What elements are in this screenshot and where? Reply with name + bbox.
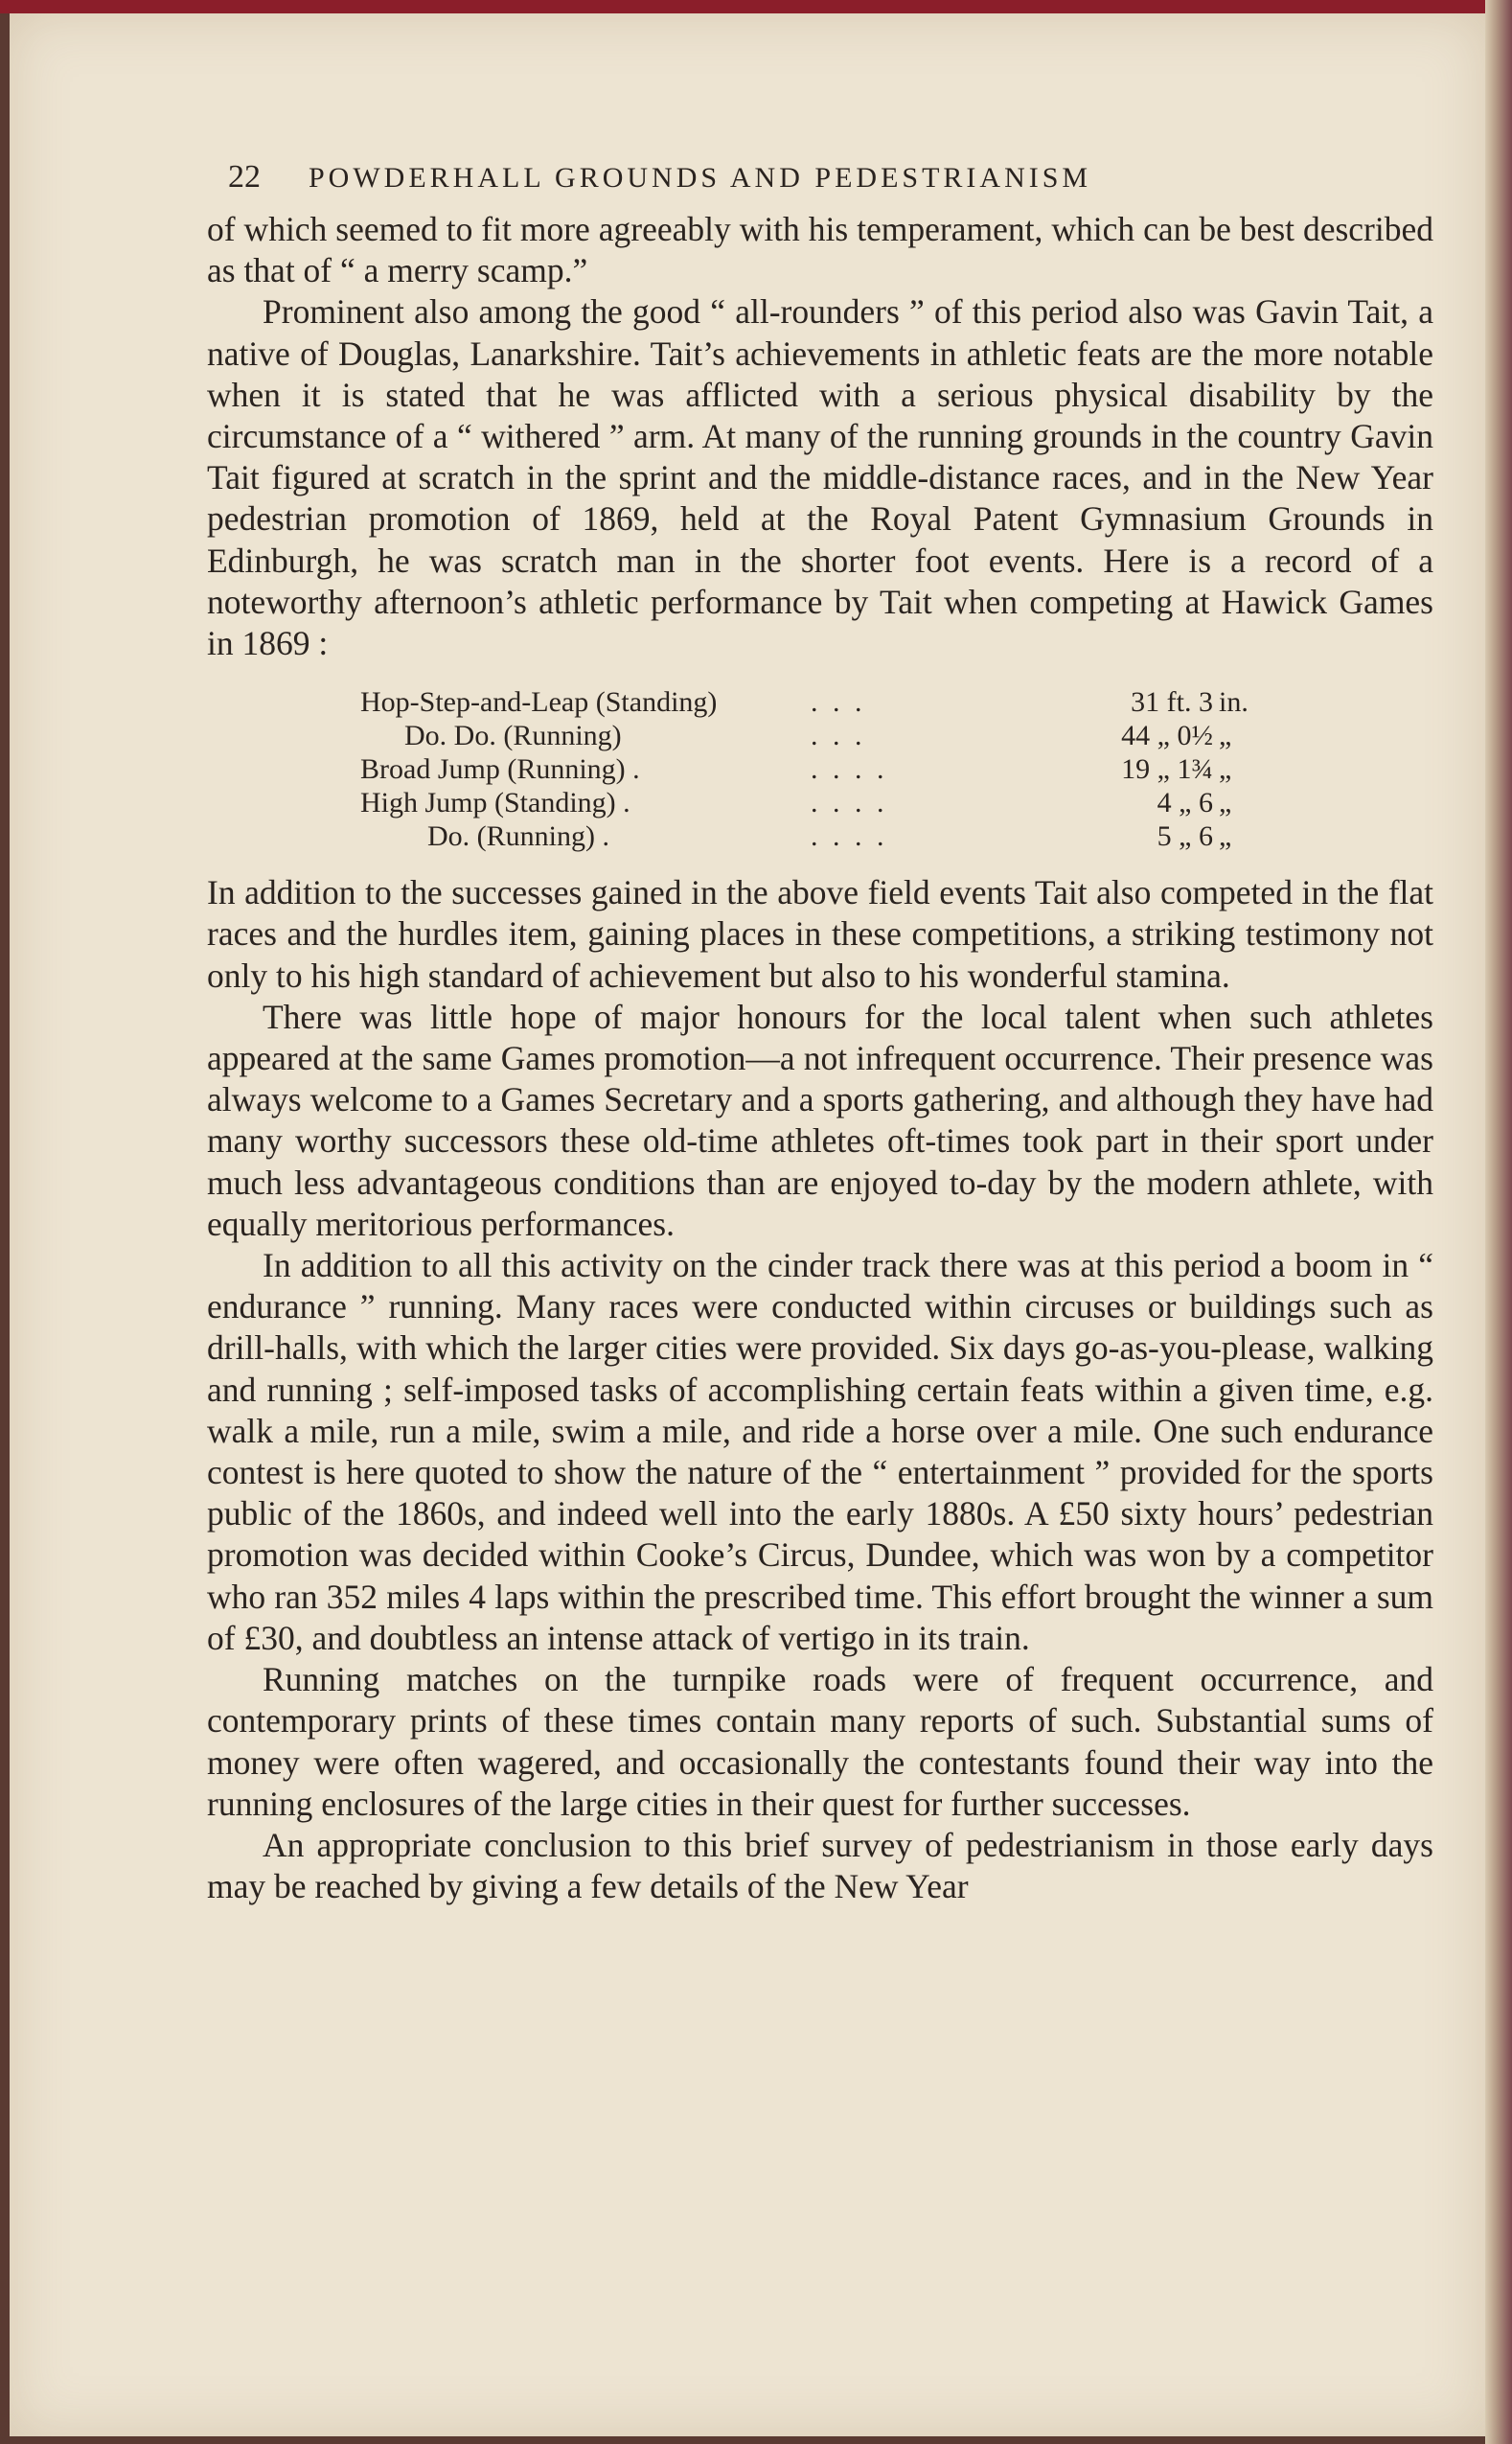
paragraph: There was little hope of major honours for the local talent when such athletes appeared at the same Games promotion—a not infrequent occurrence. Their presence was always welcome to a Games Secretary and a sports gathering, and although they have had many worthy successors these old-time athletes oft-times took part in their sport under much less advantageous conditions than are enjoyed to-day by the modern athlete, with equally meritorious performances. bbox=[207, 997, 1433, 1243]
record-event: Do. (Running) . bbox=[427, 820, 609, 853]
paragraph: Prominent also among the good “ all-rounders ” of this period also was Gavin Tait, a native of Douglas, Lanarkshire. Tait’s achievements in athletic feats are the more notable when it is stated that he was afflicted with a serious physical disability by the circumstance of a “ withered ” arm. At many of the running grounds in the country Gavin Tait figured at scratch in the sprint and the middle-distance races, and in the New Year pedestrian promotion of 1869, held at the Royal Patent Gymnasium Grounds in Edinburgh, he was scratch man in the shorter foot events. Here is a record of a noteworthy afternoon’s athletic performance by Tait when competing at Hawick Games in 1869 : bbox=[207, 292, 1433, 663]
table-row bbox=[360, 752, 1276, 786]
record-value: 31 ft. 3 bbox=[1131, 686, 1213, 719]
record-unit: „ bbox=[1219, 753, 1232, 786]
paragraph: Running matches on the turnpike roads were of frequent occurrence, and contemporary prints of these times contain many reports of such. Substantial sums of money were often wagered, and occasionally the contestants found their way into the running enclosures of the large cities in their quest for further successes. bbox=[207, 1660, 1433, 1823]
record-event: Hop-Step-and-Leap (Standing) bbox=[360, 686, 718, 719]
record-unit: „ bbox=[1219, 787, 1232, 819]
record-unit: „ bbox=[1219, 720, 1232, 752]
record-unit: in. bbox=[1219, 686, 1249, 719]
record-leader-dots: . . . . bbox=[811, 820, 888, 853]
book-cover-right-edge bbox=[1485, 0, 1512, 2444]
record-event: Do. Do. (Running) bbox=[404, 720, 622, 752]
record-event: High Jump (Standing) . bbox=[360, 787, 630, 819]
paragraph: In addition to the successes gained in the above field events Tait also competed in the flat races and the hurdles item, gaining places in these competitions, a striking testimony not only to his high standard of achievement but also to his wonderful stamina. bbox=[207, 873, 1433, 995]
record-value: 5 „ 6 bbox=[1157, 820, 1213, 853]
table-row bbox=[360, 819, 1276, 853]
table-row bbox=[360, 786, 1276, 819]
paragraph: An appropriate conclusion to this brief survey of pedestrianism in those early days may be reached by giving a few details of the New Year bbox=[207, 1825, 1433, 1906]
table-row bbox=[360, 685, 1276, 719]
running-header bbox=[207, 159, 1433, 196]
record-leader-dots: . . . bbox=[811, 720, 866, 752]
paragraph: In addition to all this activity on the cinder track there was at this period a boom in “ endurance ” running. Many races were conducted within circuses or buildings such as drill-halls, with which the larger cities were provided. Six days go-as-you-please, walking and running ; self-imposed tasks of accomplishing certain feats within a given time, e.g. walk a mile, run a mile, swim a mile, and ride a horse over a mile. One such endurance contest is here quoted to show the nature of the “ entertainment ” provided for the sports public of the 1860s, and indeed well into the early 1880s. A £50 sixty hours’ pedestrian promotion was decided within Cooke’s Circus, Dundee, which was won by a competitor who ran 352 miles 4 laps within the prescribed time. This effort brought the winner a sum of £30, and doubtless an intense attack of vertigo in its train. bbox=[207, 1246, 1433, 1657]
record-value: 4 „ 6 bbox=[1157, 787, 1213, 819]
book-cover-top-edge bbox=[0, 0, 1512, 13]
record-leader-dots: . . . bbox=[811, 686, 866, 719]
record-value: 19 „ 1¾ bbox=[1121, 753, 1213, 786]
athletic-records-table bbox=[360, 685, 1276, 853]
table-row bbox=[360, 719, 1276, 752]
record-value: 44 „ 0½ bbox=[1121, 720, 1213, 752]
page-content bbox=[207, 159, 1433, 1907]
book-page bbox=[10, 13, 1485, 2436]
page-number: 22 bbox=[228, 159, 261, 195]
paragraph: of which seemed to fit more agreeably with his temperament, which can be best described as that of “ a merry scamp.” bbox=[207, 210, 1433, 290]
record-leader-dots: . . . . bbox=[811, 753, 888, 786]
record-leader-dots: . . . . bbox=[811, 787, 888, 819]
running-title: POWDERHALL GROUNDS AND PEDESTRIANISM bbox=[309, 162, 1092, 194]
record-event: Broad Jump (Running) . bbox=[360, 753, 640, 786]
record-unit: „ bbox=[1219, 820, 1232, 853]
